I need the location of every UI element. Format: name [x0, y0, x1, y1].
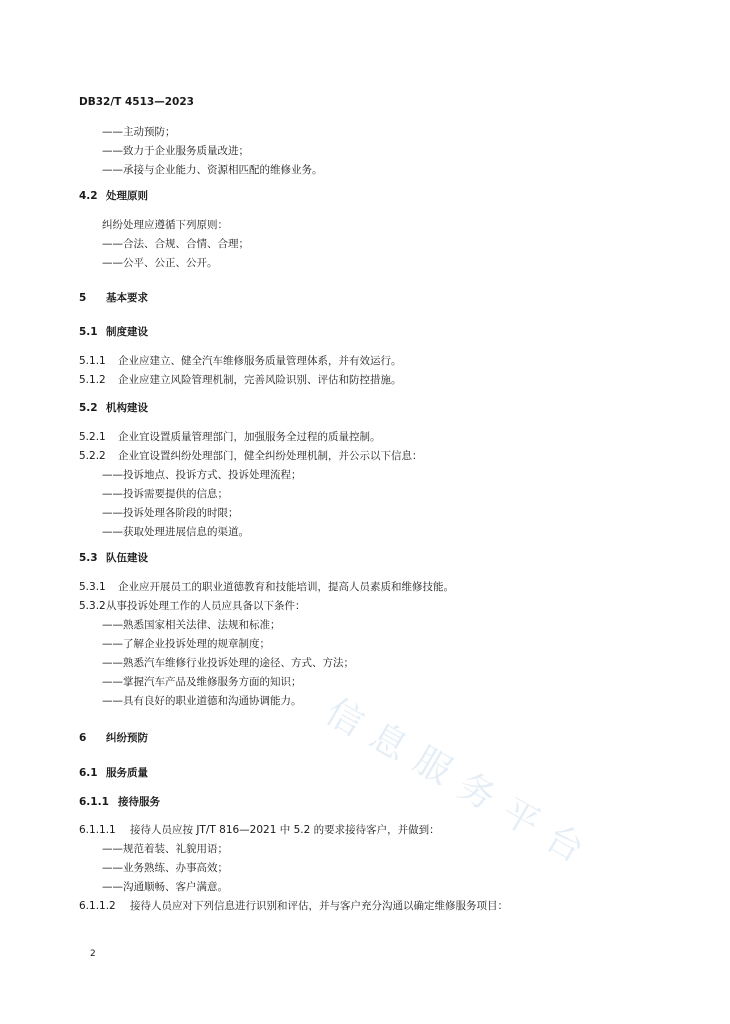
list-item: ——投诉需要提供的信息；	[102, 488, 228, 500]
watermark-char: 平	[494, 791, 547, 845]
section-heading-6-1-1	[79, 795, 160, 809]
section-number: 5.2	[79, 402, 98, 414]
section-title: 纠纷预防	[106, 732, 148, 744]
clause-text: 企业宜设置纠纷处理部门，健全纠纷处理机制，并公示以下信息：	[118, 450, 423, 462]
section-heading-5	[79, 291, 148, 305]
clause-number: 5.3.2	[79, 600, 106, 612]
section-title: 队伍建设	[106, 552, 148, 564]
section-heading-4-2	[79, 189, 148, 203]
watermark-char: 息	[362, 715, 415, 769]
watermark	[300, 690, 620, 890]
section-heading-6-1	[79, 766, 148, 780]
page-number: 2	[90, 949, 96, 959]
clause-text: 企业应建立风险管理机制，完善风险识别、评估和防控措施。	[118, 374, 402, 386]
list-item: ——获取处理进展信息的渠道。	[102, 526, 249, 538]
list-item: ——公平、公正、公开。	[102, 257, 218, 269]
list-item: ——主动预防；	[102, 126, 176, 138]
watermark-char: 服	[406, 739, 459, 793]
list-item: ——熟悉国家相关法律、法规和标准；	[102, 619, 281, 631]
list-item: ——沟通顺畅、客户满意。	[102, 881, 228, 893]
clause-text: 接待人员应按 JT/T 816—2021 中 5.2 的要求接待客户，并做到：	[130, 824, 440, 836]
clause-5-1-2	[79, 373, 402, 387]
clause-text: 从事投诉处理工作的人员应具备以下条件：	[106, 600, 306, 612]
clause-text: 接待人员应对下列信息进行识别和评估，并与客户充分沟通以确定维修服务项目：	[130, 900, 508, 912]
list-item: ——了解企业投诉处理的规章制度；	[102, 638, 270, 650]
clause-text: 企业应建立、健全汽车维修服务质量管理体系，并有效运行。	[118, 355, 402, 367]
section-number: 5.1	[79, 326, 98, 338]
section-title: 处理原则	[106, 190, 148, 202]
clause-number: 5.2.1	[79, 431, 106, 443]
list-item: ——致力于企业服务质量改进；	[102, 145, 249, 157]
clause-5-1-1	[79, 354, 402, 368]
section-number: 6	[79, 732, 87, 744]
clause-6-1-1-1	[79, 823, 440, 837]
clause-number: 6.1.1.1	[79, 824, 116, 836]
watermark-char: 务	[450, 765, 503, 819]
section-title: 机构建设	[106, 402, 148, 414]
section-number: 4.2	[79, 190, 98, 202]
section-number: 5	[79, 292, 87, 304]
section-number: 5.3	[79, 552, 98, 564]
document-header-id: DB32/T 4513—2023	[79, 96, 194, 108]
clause-text: 企业宜设置质量管理部门，加强服务全过程的质量控制。	[118, 431, 381, 443]
clause-5-2-2	[79, 449, 423, 463]
list-item: ——具有良好的职业道德和沟通协调能力。	[102, 695, 302, 707]
list-item: ——掌握汽车产品及维修服务方面的知识；	[102, 676, 302, 688]
list-item: ——规范着装、礼貌用语；	[102, 843, 228, 855]
section-heading-5-2	[79, 401, 148, 415]
clause-number: 5.1.1	[79, 355, 106, 367]
list-item: ——投诉地点、投诉方式、投诉处理流程；	[102, 469, 302, 481]
section-title: 基本要求	[106, 292, 148, 304]
list-item: ——业务熟练、办事高效；	[102, 862, 228, 874]
section-number: 6.1	[79, 767, 98, 779]
watermark-char: 信	[318, 691, 371, 745]
section-title: 服务质量	[106, 767, 148, 779]
list-item: ——投诉处理各阶段的时限；	[102, 507, 239, 519]
clause-5-3-1	[79, 580, 454, 594]
list-item: ——合法、合规、合情、合理；	[102, 238, 249, 250]
clause-6-1-1-2	[79, 899, 508, 913]
clause-number: 5.2.2	[79, 450, 106, 462]
list-item: ——熟悉汽车维修行业投诉处理的途径、方式、方法；	[102, 657, 354, 669]
section-title: 制度建设	[106, 326, 148, 338]
section-heading-5-1	[79, 325, 148, 339]
clause-number: 5.1.2	[79, 374, 106, 386]
section-title: 接待服务	[118, 796, 160, 808]
paragraph: 纠纷处理应遵循下列原则：	[102, 219, 228, 231]
section-heading-5-3	[79, 551, 148, 565]
clause-number: 5.3.1	[79, 581, 106, 593]
list-item: ——承接与企业能力、资源相匹配的维修业务。	[102, 164, 323, 176]
watermark-char: 台	[538, 817, 591, 871]
clause-text: 企业应开展员工的职业道德教育和技能培训，提高人员素质和维修技能。	[118, 581, 454, 593]
section-number: 6.1.1	[79, 796, 109, 808]
section-heading-6	[79, 731, 148, 745]
clause-number: 6.1.1.2	[79, 900, 116, 912]
clause-5-3-2	[79, 599, 306, 613]
clause-5-2-1	[79, 430, 381, 444]
